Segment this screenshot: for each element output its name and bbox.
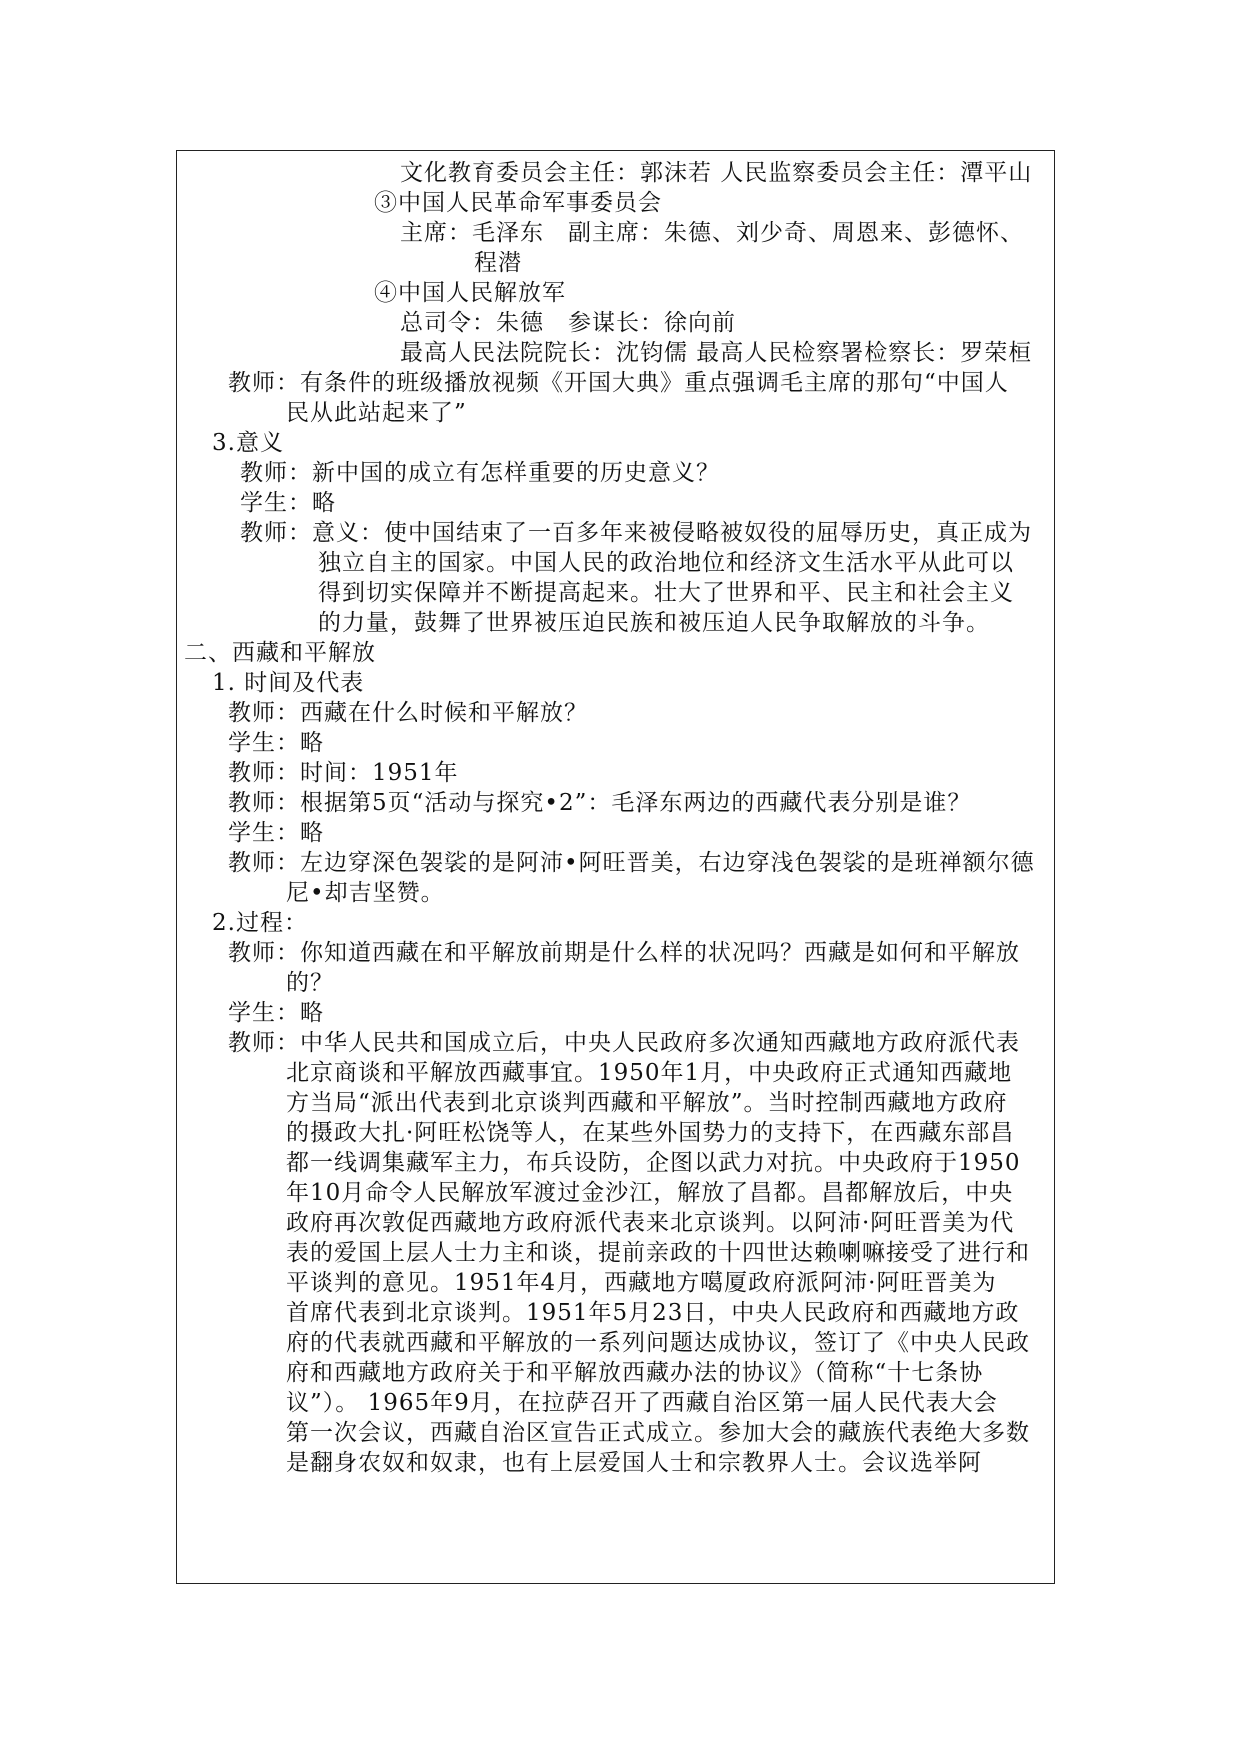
text-line: 程潜 <box>474 250 522 276</box>
text-line: 学生：略 <box>228 730 324 756</box>
text-line: 府和西藏地方政府关于和平解放西藏办法的协议》（简称“十七条协 <box>286 1360 984 1386</box>
text-line: ④中国人民解放军 <box>374 280 566 306</box>
text-line: 教师：时间：1951年 <box>228 760 459 786</box>
text-line: 政府再次敦促西藏地方政府派代表来北京谈判。以阿沛·阿旺晋美为代 <box>286 1210 1015 1236</box>
text-line: 3.意义 <box>212 430 284 456</box>
text-line: 议”）。 1965年9月，在拉萨召开了西藏自治区第一届人民代表大会 <box>286 1390 998 1416</box>
text-line: 北京商谈和平解放西藏事宜。1950年1月，中央政府正式通知西藏地 <box>286 1060 1013 1086</box>
text-line: 府的代表就西藏和平解放的一系列问题达成协议，签订了《中央人民政 <box>286 1330 1030 1356</box>
text-line: 教师：新中国的成立有怎样重要的历史意义？ <box>240 460 720 486</box>
text-line: 都一线调集藏军主力，布兵设防，企图以武力对抗。中央政府于1950 <box>286 1150 1021 1176</box>
text-line: 教师：根据第5页“活动与探究•2”：毛泽东两边的西藏代表分别是谁？ <box>228 790 972 816</box>
text-line: ③中国人民革命军事委员会 <box>374 190 662 216</box>
text-line: 教师：西藏在什么时候和平解放？ <box>228 700 588 726</box>
text-line: 平谈判的意见。1951年4月，西藏地方噶厦政府派阿沛·阿旺晋美为 <box>286 1270 997 1296</box>
text-line: 的力量，鼓舞了世界被压迫民族和被压迫人民争取解放的斗争。 <box>318 610 990 636</box>
text-line: 方当局“派出代表到北京谈判西藏和平解放”。当时控制西藏地方政府 <box>286 1090 1008 1116</box>
text-line: 学生：略 <box>240 490 336 516</box>
text-line: 1. 时间及代表 <box>212 670 365 696</box>
text-line: 首席代表到北京谈判。1951年5月23日，中央人民政府和西藏地方政 <box>286 1300 1020 1326</box>
text-line: 的摄政大扎·阿旺松饶等人，在某些外国势力的支持下，在西藏东部昌 <box>286 1120 1015 1146</box>
text-line: 民从此站起来了” <box>286 400 467 426</box>
text-line: 二、西藏和平解放 <box>184 640 376 666</box>
text-line: 独立自主的国家。中国人民的政治地位和经济文生活水平从此可以 <box>318 550 1014 576</box>
text-line: 年10月命令人民解放军渡过金沙江，解放了昌都。昌都解放后，中央 <box>286 1180 1014 1206</box>
text-line: 教师：中华人民共和国成立后，中央人民政府多次通知西藏地方政府派代表 <box>228 1030 1020 1056</box>
text-line: 文化教育委员会主任：郭沫若 人民监察委员会主任：潭平山 <box>400 160 1033 186</box>
text-line: 得到切实保障并不断提高起来。壮大了世界和平、民主和社会主义 <box>318 580 1014 606</box>
text-line: 教师：有条件的班级播放视频《开国大典》重点强调毛主席的那句“中国人 <box>228 370 1009 396</box>
text-line: 主席：毛泽东 副主席：朱德、刘少奇、周恩来、彭德怀、 <box>400 220 1024 246</box>
text-line: 的？ <box>286 970 334 996</box>
text-line: 教师：左边穿深色袈裟的是阿沛•阿旺晋美，右边穿浅色袈裟的是班禅额尔德 <box>228 850 1035 876</box>
text-line: 总司令：朱德 参谋长：徐向前 <box>400 310 736 336</box>
text-line: 表的爱国上层人士力主和谈，提前亲政的十四世达赖喇嘛接受了进行和 <box>286 1240 1030 1266</box>
text-line: 教师：意义：使中国结束了一百多年来被侵略被奴役的屈辱历史，真正成为 <box>240 520 1032 546</box>
text-line: 教师：你知道西藏在和平解放前期是什么样的状况吗？西藏是如何和平解放 <box>228 940 1020 966</box>
text-line: 第一次会议，西藏自治区宣告正式成立。参加大会的藏族代表绝大多数 <box>286 1420 1030 1446</box>
text-line: 学生：略 <box>228 820 324 846</box>
text-line: 学生：略 <box>228 1000 324 1026</box>
text-line: 是翻身农奴和奴隶，也有上层爱国人士和宗教界人士。会议选举阿 <box>286 1450 982 1476</box>
text-line: 2.过程： <box>212 910 308 936</box>
text-line: 尼•却吉坚赞。 <box>286 880 445 906</box>
text-line: 最高人民法院院长：沈钧儒 最高人民检察署检察长：罗荣桓 <box>400 340 1033 366</box>
